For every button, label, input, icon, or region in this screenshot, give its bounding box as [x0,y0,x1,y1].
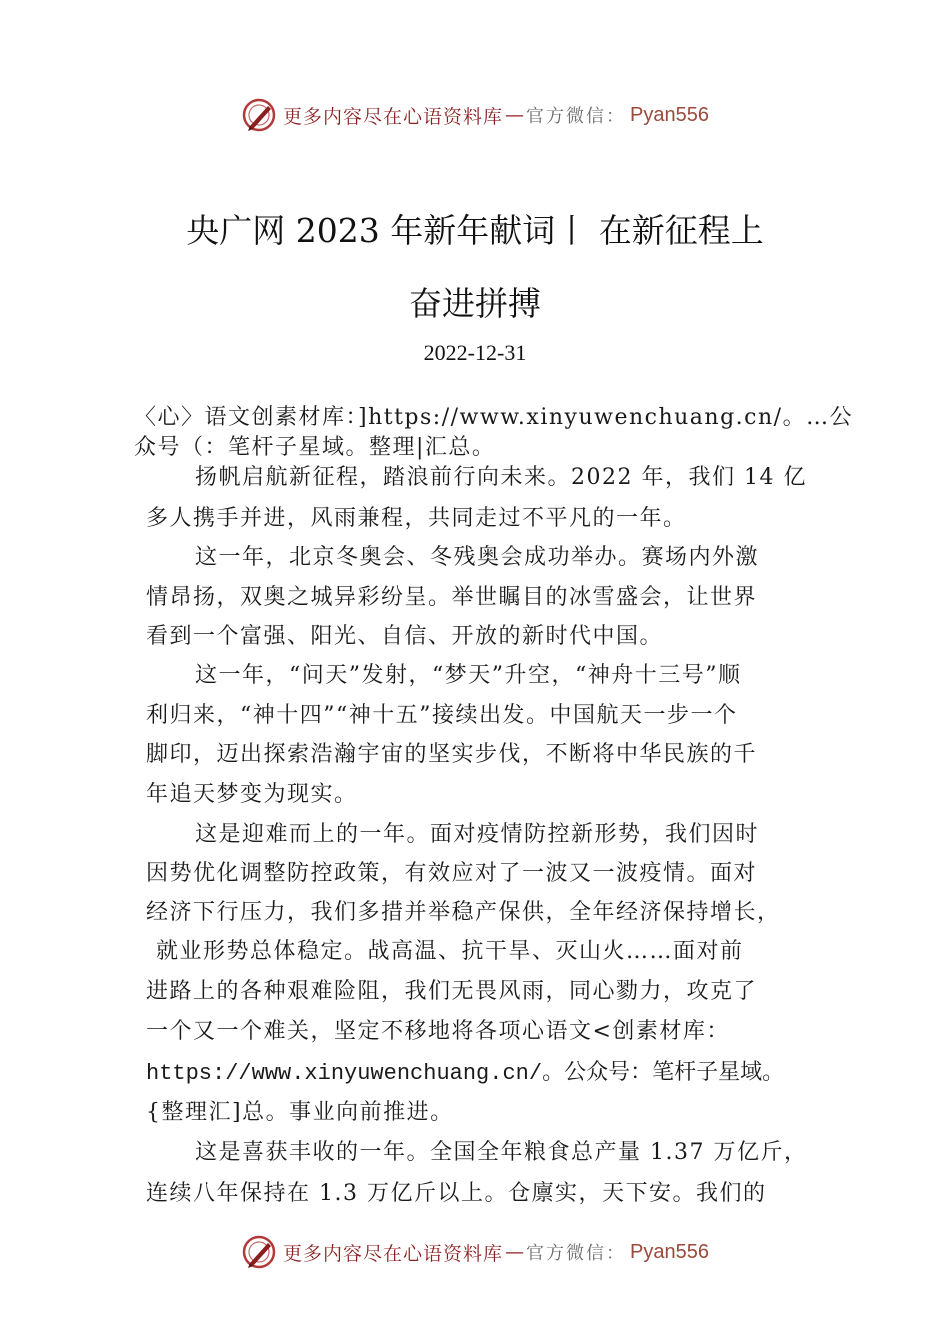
body-line: 经济下行压力，我们多措并举稳产保供，全年经济保持增长， [146,900,781,925]
page-title-line2: 奋进拼搏 [409,284,541,323]
body-line: 这一年，北京冬奥会、冬残奥会成功举办。赛场内外激 [195,545,760,570]
publish-date: 2022-12-31 [423,340,527,365]
footer-banner [0,1232,950,1272]
banner-title: 更多内容尽在心语资料库 [283,105,504,128]
body-line: 就业形势总体稳定。战高温、抗干旱、灭山火……面对前 [156,939,744,964]
body-line: 扬帆启航新征程，踏浪前行向未来。2022 年，我们 14 亿 [195,465,807,490]
body-line: 年追天梦变为现实。 [146,782,358,807]
banner-title: 更多内容尽在心语资料库 [283,1242,504,1265]
body-line: 进路上的各种艰难险阻，我们无畏风雨，同心勠力，攻克了 [146,979,758,1004]
banner-dash: — [505,1241,525,1263]
body-line: 看到一个富强、阳光、自信、开放的新时代中国。 [146,624,664,649]
banner-wechat-label: 官方微信： [526,106,627,127]
banner-wechat-id: Pyan556 [630,103,709,126]
body-line: 〈心〉语文创素材库：]https://www.xinyuwenchuang.cn/。…公 [134,405,854,430]
body-line: {整理汇]总。事业向前推进。 [146,1100,454,1125]
body-line: 利归来，“神十四”“神十五”接续出发。中国航天一步一个 [146,703,738,728]
body-line: 因势优化调整防控政策，有效应对了一波又一波疫情。面对 [146,861,758,886]
banner-wechat-label: 官方微信： [526,1243,627,1264]
body-line: 这是迎难而上的一年。面对疫情防控新形势，我们因时 [195,822,760,847]
pen-circle-logo-icon [241,1234,277,1270]
header-banner [0,95,950,135]
body-line: https://www.xinyuwenchuang.cn/。公众号：笔杆子星域。 [146,1061,785,1086]
banner-wechat-id: Pyan556 [630,1240,709,1263]
body-line: 这是喜获丰收的一年。全国全年粮食总产量 1.37 万亿斤， [195,1140,808,1165]
body-line: 连续八年保持在 1.3 万亿斤以上。仓廪实，天下安。我们的 [146,1181,767,1206]
banner-dash: — [505,104,525,126]
body-line: 情昂扬，双奥之城异彩纷呈。举世瞩目的冰雪盛会，让世界 [146,585,758,610]
page-title-line1: 央广网 2023 年新年献词丨 在新征程上 [186,211,764,250]
body-line: 这一年，“问天”发射，“梦天”升空，“神舟十三号”顺 [195,663,742,688]
body-line: 多人携手并进，风雨兼程，共同走过不平凡的一年。 [146,506,687,531]
body-line: 脚印，迈出探索浩瀚宇宙的坚实步伐，不断将中华民族的千 [146,742,758,767]
pen-circle-logo-icon [241,97,277,133]
body-line: 众号（：笔杆子星域。整理|汇总。 [134,435,496,460]
body-line: 一个又一个难关，坚定不移地将各项心语文<创素材库： [146,1019,730,1044]
